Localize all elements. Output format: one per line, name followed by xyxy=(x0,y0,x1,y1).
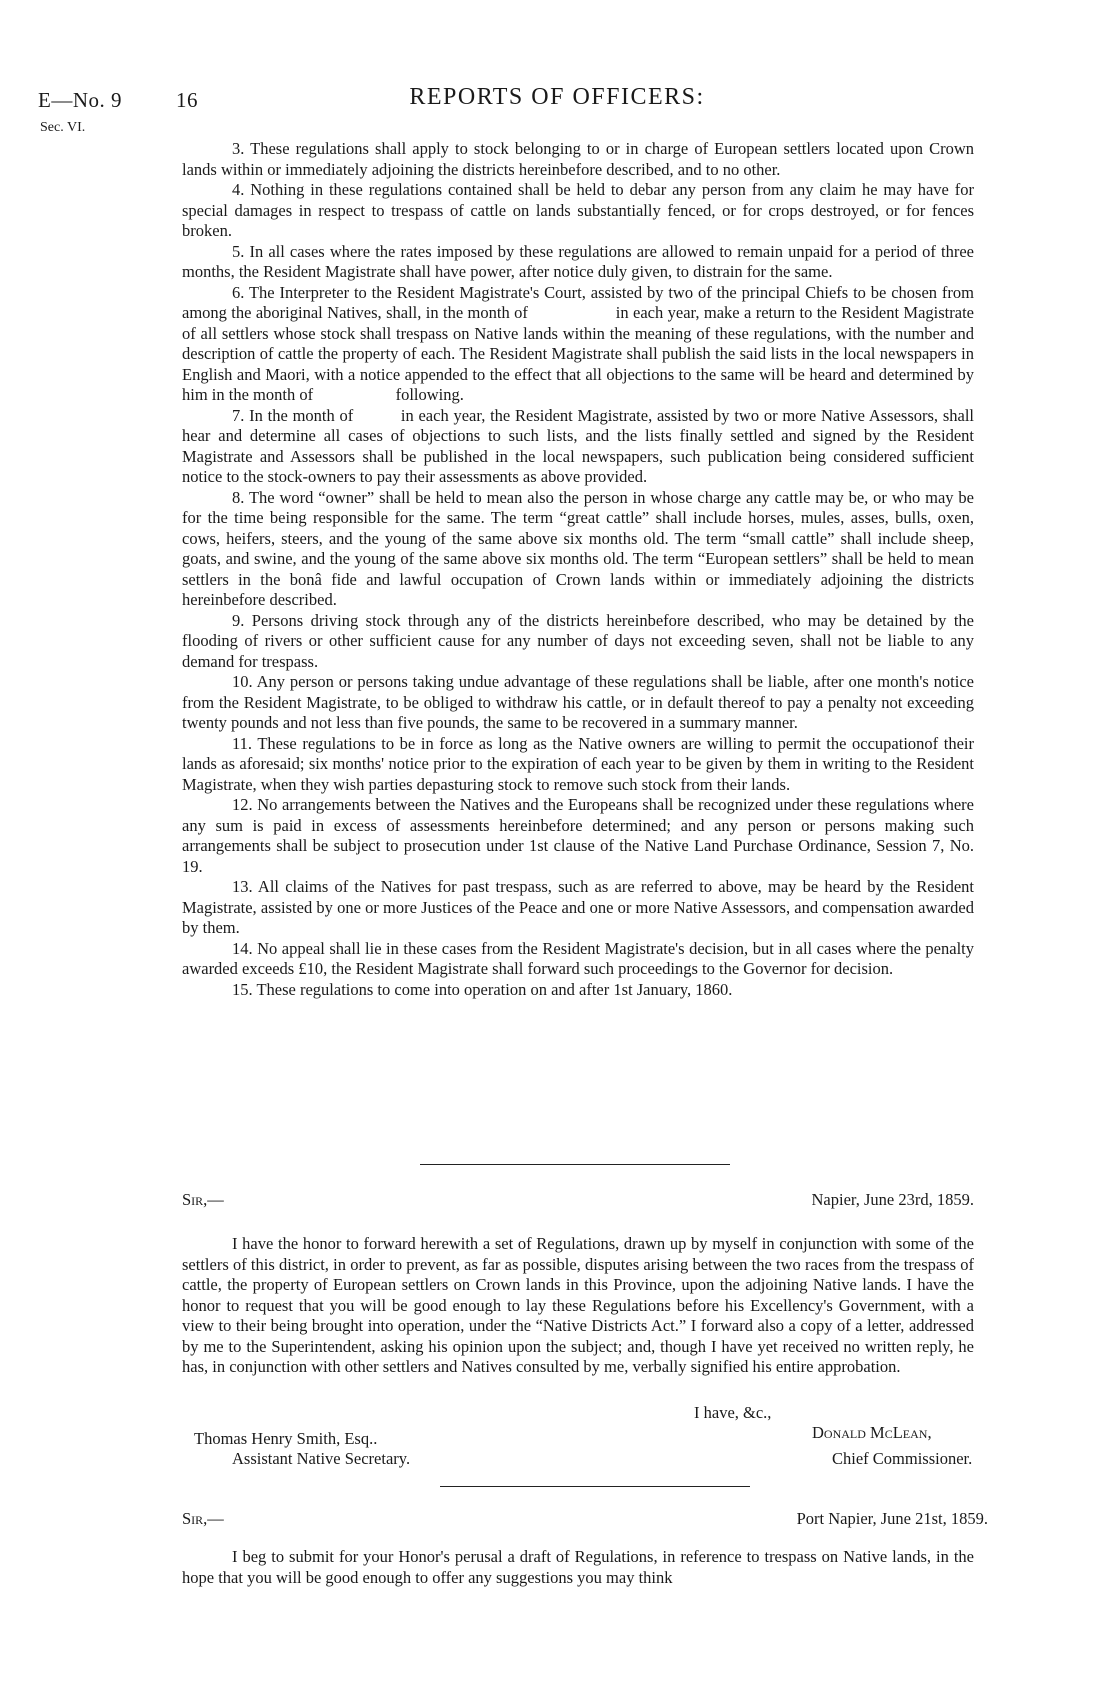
regulation-12: 12. No arrangements between the Natives and the Europeans shall be recognized under these regulations where any sum is paid in excess of assessments hereinbefore determined; and any person or persons making such arrangements shall be subject to prosecution under 1st clause of the Native Land Purchase Ordinance, Session 7, No. 19. xyxy=(182,795,974,876)
salutation: Sir,— xyxy=(182,1190,224,1209)
letter-body xyxy=(182,1234,974,1378)
regulation-8: 8. The word “owner” shall be held to mean also the person in whose charge any cattle may be, or who may be for the time being responsible for the same. The term “great cattle” shall include horses, mules, asses, bulls, oxen, cows, heifers, steers, and the young of the same above six months old. The term “small cattle” shall include sheep, goats, and swine, and the young of the same above six months old. The term “European settlers” shall be held to mean settlers in the bonâ fide and lawful occupation of Crown lands within or immediately adjoining the districts hereinbefore described. xyxy=(182,487,974,609)
letter-paragraph: I beg to submit for your Honor's perusal a draft of Regulations, in reference to trespass on Native lands, in the hope that you will be good enough to offer any suggestions you may think xyxy=(182,1547,974,1587)
regulation-7: 7. In the month of in each year, the Resident Magistrate, assisted by two or more Native Assessors, shall hear and determine all cases of objections to such lists, and the lists finally settled and signed by the Resident Magistrate and Assessors shall be published in the local newspapers, such publication being considered sufficient notice to the stock-owners to pay their assessments as above provided. xyxy=(182,405,979,486)
letter-body xyxy=(182,1547,974,1588)
signature: Donald McLean, xyxy=(812,1423,932,1442)
regulation-14: 14. No appeal shall lie in these cases from the Resident Magistrate's decision, but in all cases where the penalty awarded exceeds £10, the Resident Magistrate shall forward such proceedings to the Governor for decision. xyxy=(182,938,974,978)
regulation-3: 3. These regulations shall apply to stock belonging to or in charge of European settlers located upon Crown lands within or immediately adjoining the districts hereinbefore described, and to no other. xyxy=(182,139,974,179)
divider xyxy=(420,1164,730,1165)
divider xyxy=(440,1486,750,1487)
addressee-title: Assistant Native Secretary. xyxy=(232,1449,411,1468)
regulation-9: 9. Persons driving stock through any of the districts hereinbefore described, who may be detained by the flooding of rivers or other sufficient cause for any number of days not exceeding seven, shall not be liable to any demand for trespass. xyxy=(182,610,974,671)
regulation-15: 15. These regulations to come into operation on and after 1st January, 1860. xyxy=(232,979,733,999)
regulation-6: 6. The Interpreter to the Resident Magistrate's Court, assisted by two of the principal Chiefs to be chosen from among the aboriginal Natives, shall, in the month of in each year, make a return to the Resident Magistrate of all settlers whose stock shall trespass on Native lands within the meaning of these regulations, with the number and description of cattle the property of each. The Resident Magistrate shall publish the said lists in the local newspapers in English and Maori, with a notice appended to the effect that all objections to the same will be heard and determined by him in the month of following. xyxy=(182,282,979,404)
addressee-name: Thomas Henry Smith, Esq.. xyxy=(194,1429,378,1448)
salutation: Sir,— xyxy=(182,1509,224,1528)
page-number: 16 xyxy=(176,88,198,112)
section-label: Sec. VI. xyxy=(40,120,86,135)
signature-title: Chief Commissioner. xyxy=(832,1449,973,1468)
page-title: REPORTS OF OFFICERS: xyxy=(409,84,705,110)
letter-paragraph: I have the honor to forward herewith a set of Regulations, drawn up by myself in conjunction with some of the settlers of this district, in order to prevent, as far as possible, disputes arising between the two races from the trespass of cattle, the property of European settlers on Crown lands in this Province, upon the adjoining Native lands. I have the honor to request that you will be good enough to lay these Regulations before his Excellency's Government, with a view to their being brought into operation, under the “Native Districts Act.” I forward also a copy of a letter, addressed by me to the Superintendent, asking his opinion upon the subject; and, though I have yet received no written reply, he has, in conjunction with other settlers and Natives consulted by me, verbally signified his entire approbation. xyxy=(182,1234,974,1376)
place-date: Port Napier, June 21st, 1859. xyxy=(796,1509,988,1528)
regulations-list xyxy=(182,139,979,1000)
regulation-13: 13. All claims of the Natives for past trespass, such as are referred to above, may be heard by the Resident Magistrate, assisted by one or more Justices of the Peace and one or more Native Assessors, and compensation awarded by them. xyxy=(182,877,974,937)
document-reference: E—No. 9 xyxy=(38,88,122,112)
regulation-11: 11. These regulations to be in force as long as the Native owners are willing to permit the occupationof their lands as aforesaid; six months' notice prior to the expiration of each year to be given by them in writing to the Resident Magistrate, when they wish parties depasturing stock to remove such stock from their lands. xyxy=(182,733,974,794)
place-date: Napier, June 23rd, 1859. xyxy=(811,1190,974,1209)
regulation-4: 4. Nothing in these regulations contained shall be held to debar any person from any claim he may have for special damages in respect to trespass of cattle on lands substantially fenced, or for crops destroyed, or for fences broken. xyxy=(182,180,974,240)
regulation-5: 5. In all cases where the rates imposed by these regulations are allowed to remain unpaid for a period of three months, the Resident Magistrate shall have power, after notice duly given, to distrain for the same. xyxy=(182,241,974,281)
regulation-10: 10. Any person or persons taking undue advantage of these regulations shall be liable, after one month's notice from the Resident Magistrate, to be obliged to withdraw his cattle, or in default thereof to pay a penalty not exceeding twenty pounds and not less than five pounds, the same to be recovered in a summary manner. xyxy=(182,672,974,732)
closing: I have, &c., xyxy=(694,1403,772,1422)
